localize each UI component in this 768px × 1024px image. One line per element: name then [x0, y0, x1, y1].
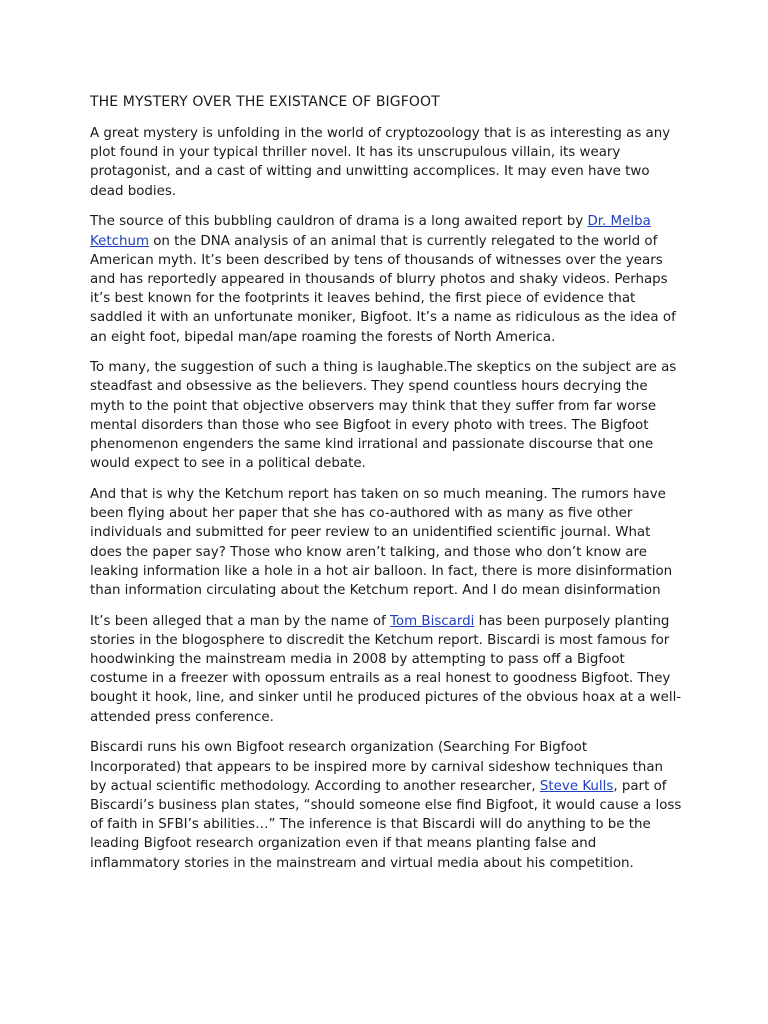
paragraph-biscardi [90, 612, 682, 727]
document-page [90, 92, 682, 884]
paragraph-organization [90, 738, 682, 872]
paragraph-intro: A great mystery is unfolding in the world of cryptozoology that is as interesting as any plot found in your typical thriller novel. It has its unscrupulous villain, its weary protagonist, and a cast of witting and unwitting accomplices. It may even have two dead bodies. [90, 126, 671, 199]
paragraph-source [90, 212, 682, 346]
paragraph-text: , part of Biscardi’s business plan states, “should someone else find Bigfoot, it would cause a loss of faith in SFBI’s abilities…” The inference is that Biscardi will do anything to be the leading Bigfoot research organization even if that means planting false and inflammatory stories in the mainstream and virtual media about his competition. [90, 778, 682, 871]
paragraph-ketchum-report: And that is why the Ketchum report has taken on so much meaning. The rumors have been flying about her paper that she has co-authored with as many as five other individuals and submitted for peer review to an unidentified scientific journal. What does the paper say? Those who know aren’t talking, and those who don’t know are leaking information like a hole in a hot air balloon. In fact, there is more disinformation than information circulating about the Ketchum report. And I do mean disinformation [90, 486, 673, 598]
link-melba-ketchum[interactable]: Dr. Melba Ketchum [90, 214, 651, 249]
link-steve-kulls[interactable]: Steve Kulls [539, 778, 614, 794]
paragraph-text: Biscardi runs his own Bigfoot research organization (Searching For Bigfoot Incorporated) that appears to be inspired more by carnival sideshow techniques than by actual scientific methodology. According to another researcher, [90, 740, 664, 794]
paragraph-text: has been purposely planting stories in the blogosphere to discredit the Ketchum report. Biscardi is most famous for hoodwinking the mainstream media in 2008 by attempting to pass off a Bigfoot costume in a freezer with opossum entrails as a real honest to goodness Bigfoot. They bought it hook, line, and sinker until he produced pictures of the obvious hoax at a well-attended press conference. [90, 613, 682, 725]
link-tom-biscardi[interactable]: Tom Biscardi [390, 613, 475, 629]
paragraph-text: on the DNA analysis of an animal that is currently relegated to the world of American myth. It’s been described by tens of thousands of witnesses over the years and has reportedly appeared in thousands of blurry photos and shaky videos. Perhaps it’s best known for the footprints it leaves behind, the first piece of evidence that saddled it with an unfortunate moniker, Bigfoot. It’s a name as ridiculous as the idea of an eight foot, bipedal man/ape roaming the forests of North America. [90, 233, 676, 345]
document-title: THE MYSTERY OVER THE EXISTANCE OF BIGFOOT [90, 94, 440, 110]
paragraph-skeptics: To many, the suggestion of such a thing is laughable.The skeptics on the subject are as steadfast and obsessive as the believers. They spend countless hours decrying the myth to the point that objective observers may think that they suffer from far worse mental disorders than those who see Bigfoot in every photo with trees. The Bigfoot phenomenon engenders the same kind irrational and passionate discourse that one would expect to see in a political debate. [90, 360, 677, 472]
paragraph-text: It’s been alleged that a man by the name of [90, 613, 391, 629]
paragraph-text: The source of this bubbling cauldron of drama is a long awaited report by [90, 214, 588, 230]
